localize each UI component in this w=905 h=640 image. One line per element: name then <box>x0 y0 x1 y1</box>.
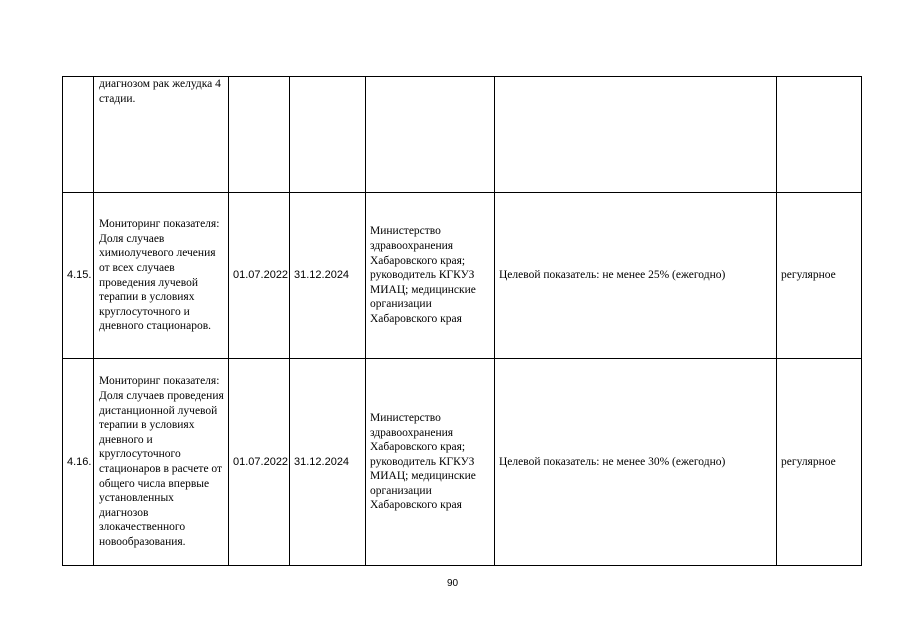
event-type-cell: регулярное <box>777 193 862 359</box>
responsible-cell <box>366 77 495 193</box>
description-cell: диагнозом рак желудка 4 стадии. <box>94 77 229 193</box>
responsible-cell: Министерство здравоохранения Хабаровского края; руководитель КГКУЗ МИАЦ; медицинские организации Хабаровского края <box>366 359 495 566</box>
row-number-cell <box>63 77 94 193</box>
description-cell: Мониторинг показателя: Доля случаев химиолучевого лечения от всех случаев проведения лучевой терапии в условиях круглосуточного и дневного стационаров. <box>94 193 229 359</box>
result-cell <box>495 77 777 193</box>
start-date-cell: 01.07.2022 <box>229 193 290 359</box>
end-date-cell: 31.12.2024 <box>290 193 366 359</box>
row-number-cell: 4.15. <box>63 193 94 359</box>
start-date-cell <box>229 77 290 193</box>
start-date-cell: 01.07.2022 <box>229 359 290 566</box>
event-type-cell: регулярное <box>777 359 862 566</box>
table-row <box>63 193 862 359</box>
row-number-cell: 4.16. <box>63 359 94 566</box>
result-cell: Целевой показатель: не менее 30% (ежегодно) <box>495 359 777 566</box>
description-cell: Мониторинг показателя: Доля случаев проведения дистанционной лучевой терапии в условиях дневного и круглосуточного стационаров в расчете от общего числа впервые установленных диагнозов злокачественного новообразования. <box>94 359 229 566</box>
result-cell: Целевой показатель: не менее 25% (ежегодно) <box>495 193 777 359</box>
end-date-cell: 31.12.2024 <box>290 359 366 566</box>
event-type-cell <box>777 77 862 193</box>
page-number: 90 <box>446 578 459 589</box>
responsible-cell: Министерство здравоохранения Хабаровского края; руководитель КГКУЗ МИАЦ; медицинские организации Хабаровского края <box>366 193 495 359</box>
end-date-cell <box>290 77 366 193</box>
table-row <box>63 359 862 566</box>
table-row <box>63 77 862 193</box>
plan-table <box>62 76 862 566</box>
